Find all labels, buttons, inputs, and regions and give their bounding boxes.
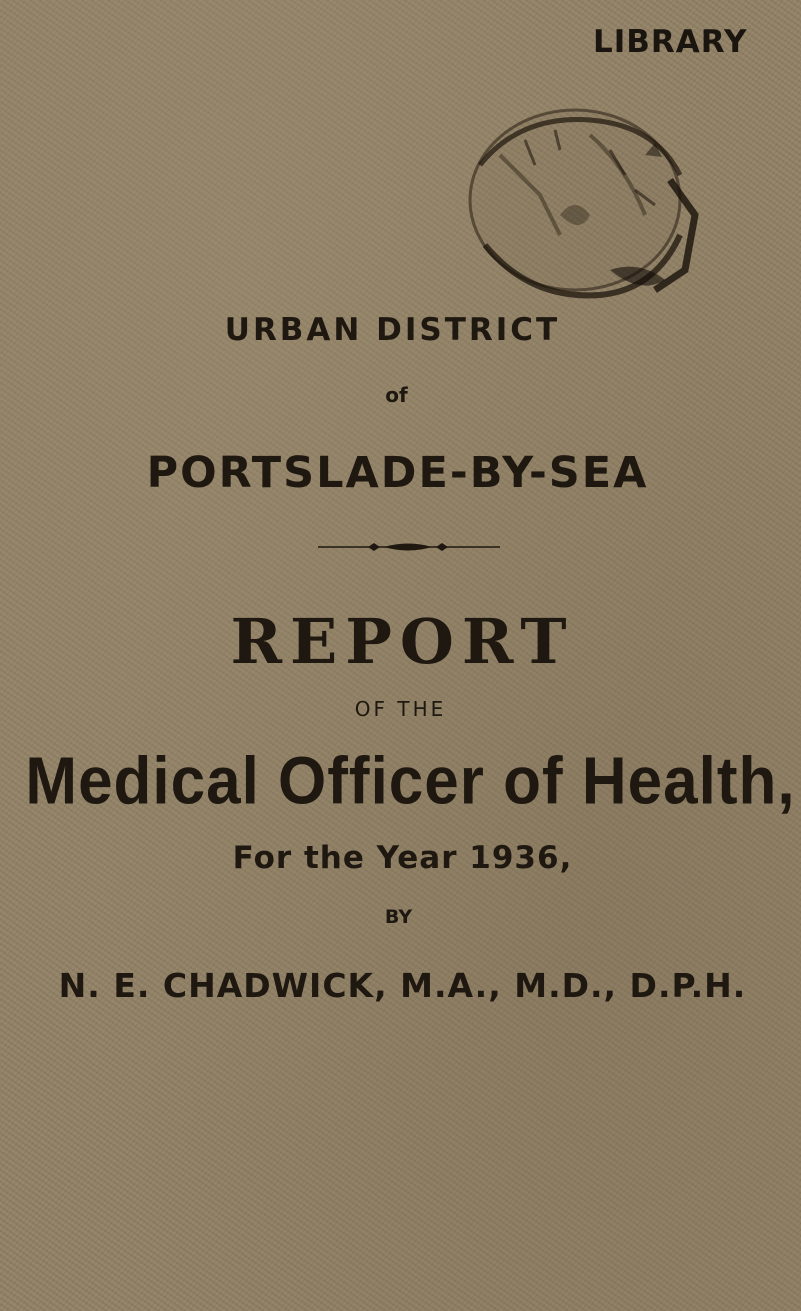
place-name: PORTSLADE-BY-SEA	[146, 448, 649, 498]
report-title: REPORT	[230, 605, 575, 678]
ornamental-rule	[318, 540, 500, 554]
by-connector: BY	[384, 906, 413, 928]
author-name: N. E. CHADWICK, M.A., M.D., D.P.H.	[58, 966, 747, 1005]
subject-title: Medical Officer of Health,	[25, 744, 796, 819]
library-stamp: LIBRARY	[593, 24, 748, 60]
district-heading: URBAN DISTRICT	[224, 312, 561, 348]
crest-emblem	[440, 95, 710, 310]
report-year: For the Year 1936,	[232, 840, 573, 876]
of-the-connector: OF THE	[354, 697, 447, 721]
of-connector: of	[385, 383, 408, 407]
